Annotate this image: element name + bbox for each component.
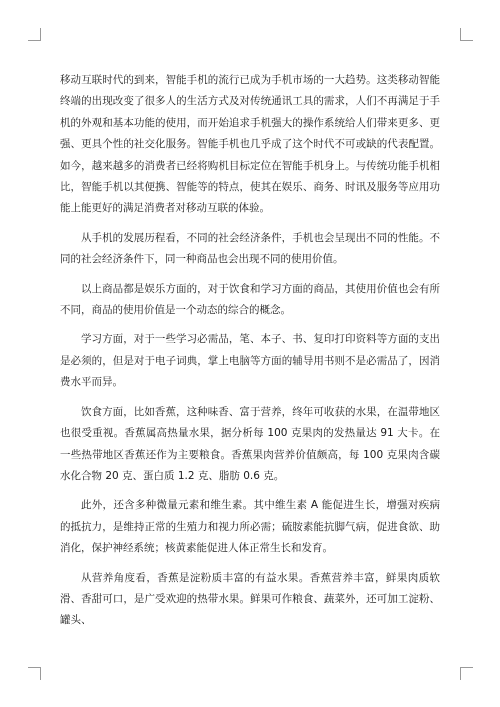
crop-mark-bottom-left [28,667,41,680]
crop-mark-bottom-right [460,667,473,680]
crop-mark-top-left [28,28,41,41]
paragraph-study: 学习方面，对于一些学习必需品，笔、本子、书、复印打印资料等方面的支出是必须的，但是对于电子词典，掌上电脑等方面的辅导用书则不是必需品了，因消费水平而异。 [60,333,440,389]
crop-mark-top-right [460,28,473,41]
document-body [60,70,440,640]
paragraph-intro: 移动互联时代的到来，智能手机的流行已成为手机市场的一大趋势。这类移动智能终端的出现改变了很多人的生活方式及对传统通讯工具的需求，人们不再满足于手机的外观和基本功能的使用，而开始追求手机强大的操作系统给人们带来更多、更强、更具个性的社交化服务。智能手机也几乎成了这个时代不可或缺的代表配置。如今，越来越多的消费者已经将购机目标定位在智能手机身上。与传统功能手机相比，智能手机以其便携、智能等的特点，使其在娱乐、商务、时讯及服务等应用功能上能更好的满足消费者对移动互联的体验。 [60,74,440,215]
paragraph-vitamins: 此外，还含多种微量元素和维生素。其中维生素 A 能促进生长，增强对疾病的抵抗力，是维持正常的生殖力和视力所必需；硫胺素能抗脚气病，促进食欲、助消化，保护神经系统；核黄素能促进人体正常生长和发育。 [60,499,440,555]
paragraph-diet: 饮食方面，比如香蕉，这种味香、富于营养，终年可收获的水果，在温带地区也很受重视。香蕉属高热量水果，据分析每 100 克果肉的发热量达 91 大卡。在一些热带地区香蕉还作为主要粮食。香蕉果肉营养价值颇高，每 100 克果肉含碳水化合物 20 克、蛋白质 1.2 克、脂肪 0.6 克。 [60,405,440,482]
paragraph-entertainment: 以上商品都是娱乐方面的，对于饮食和学习方面的商品，其使用价值也会有所不同，商品的使用价值是一个动态的综合的概念。 [60,282,440,317]
paragraph-development: 从手机的发展历程看，不同的社会经济条件，手机也会呈现出不同的性能。不同的社会经济条件下，同一种商品也会出现不同的使用价值。 [60,231,440,266]
paragraph-nutrition: 从营养角度看，香蕉是淀粉质丰富的有益水果。香蕉营养丰富，鲜果肉质软滑、香甜可口，是广受欢迎的热带水果。鲜果可作粮食、蔬菜外，还可加工淀粉、罐头、 [60,571,440,627]
